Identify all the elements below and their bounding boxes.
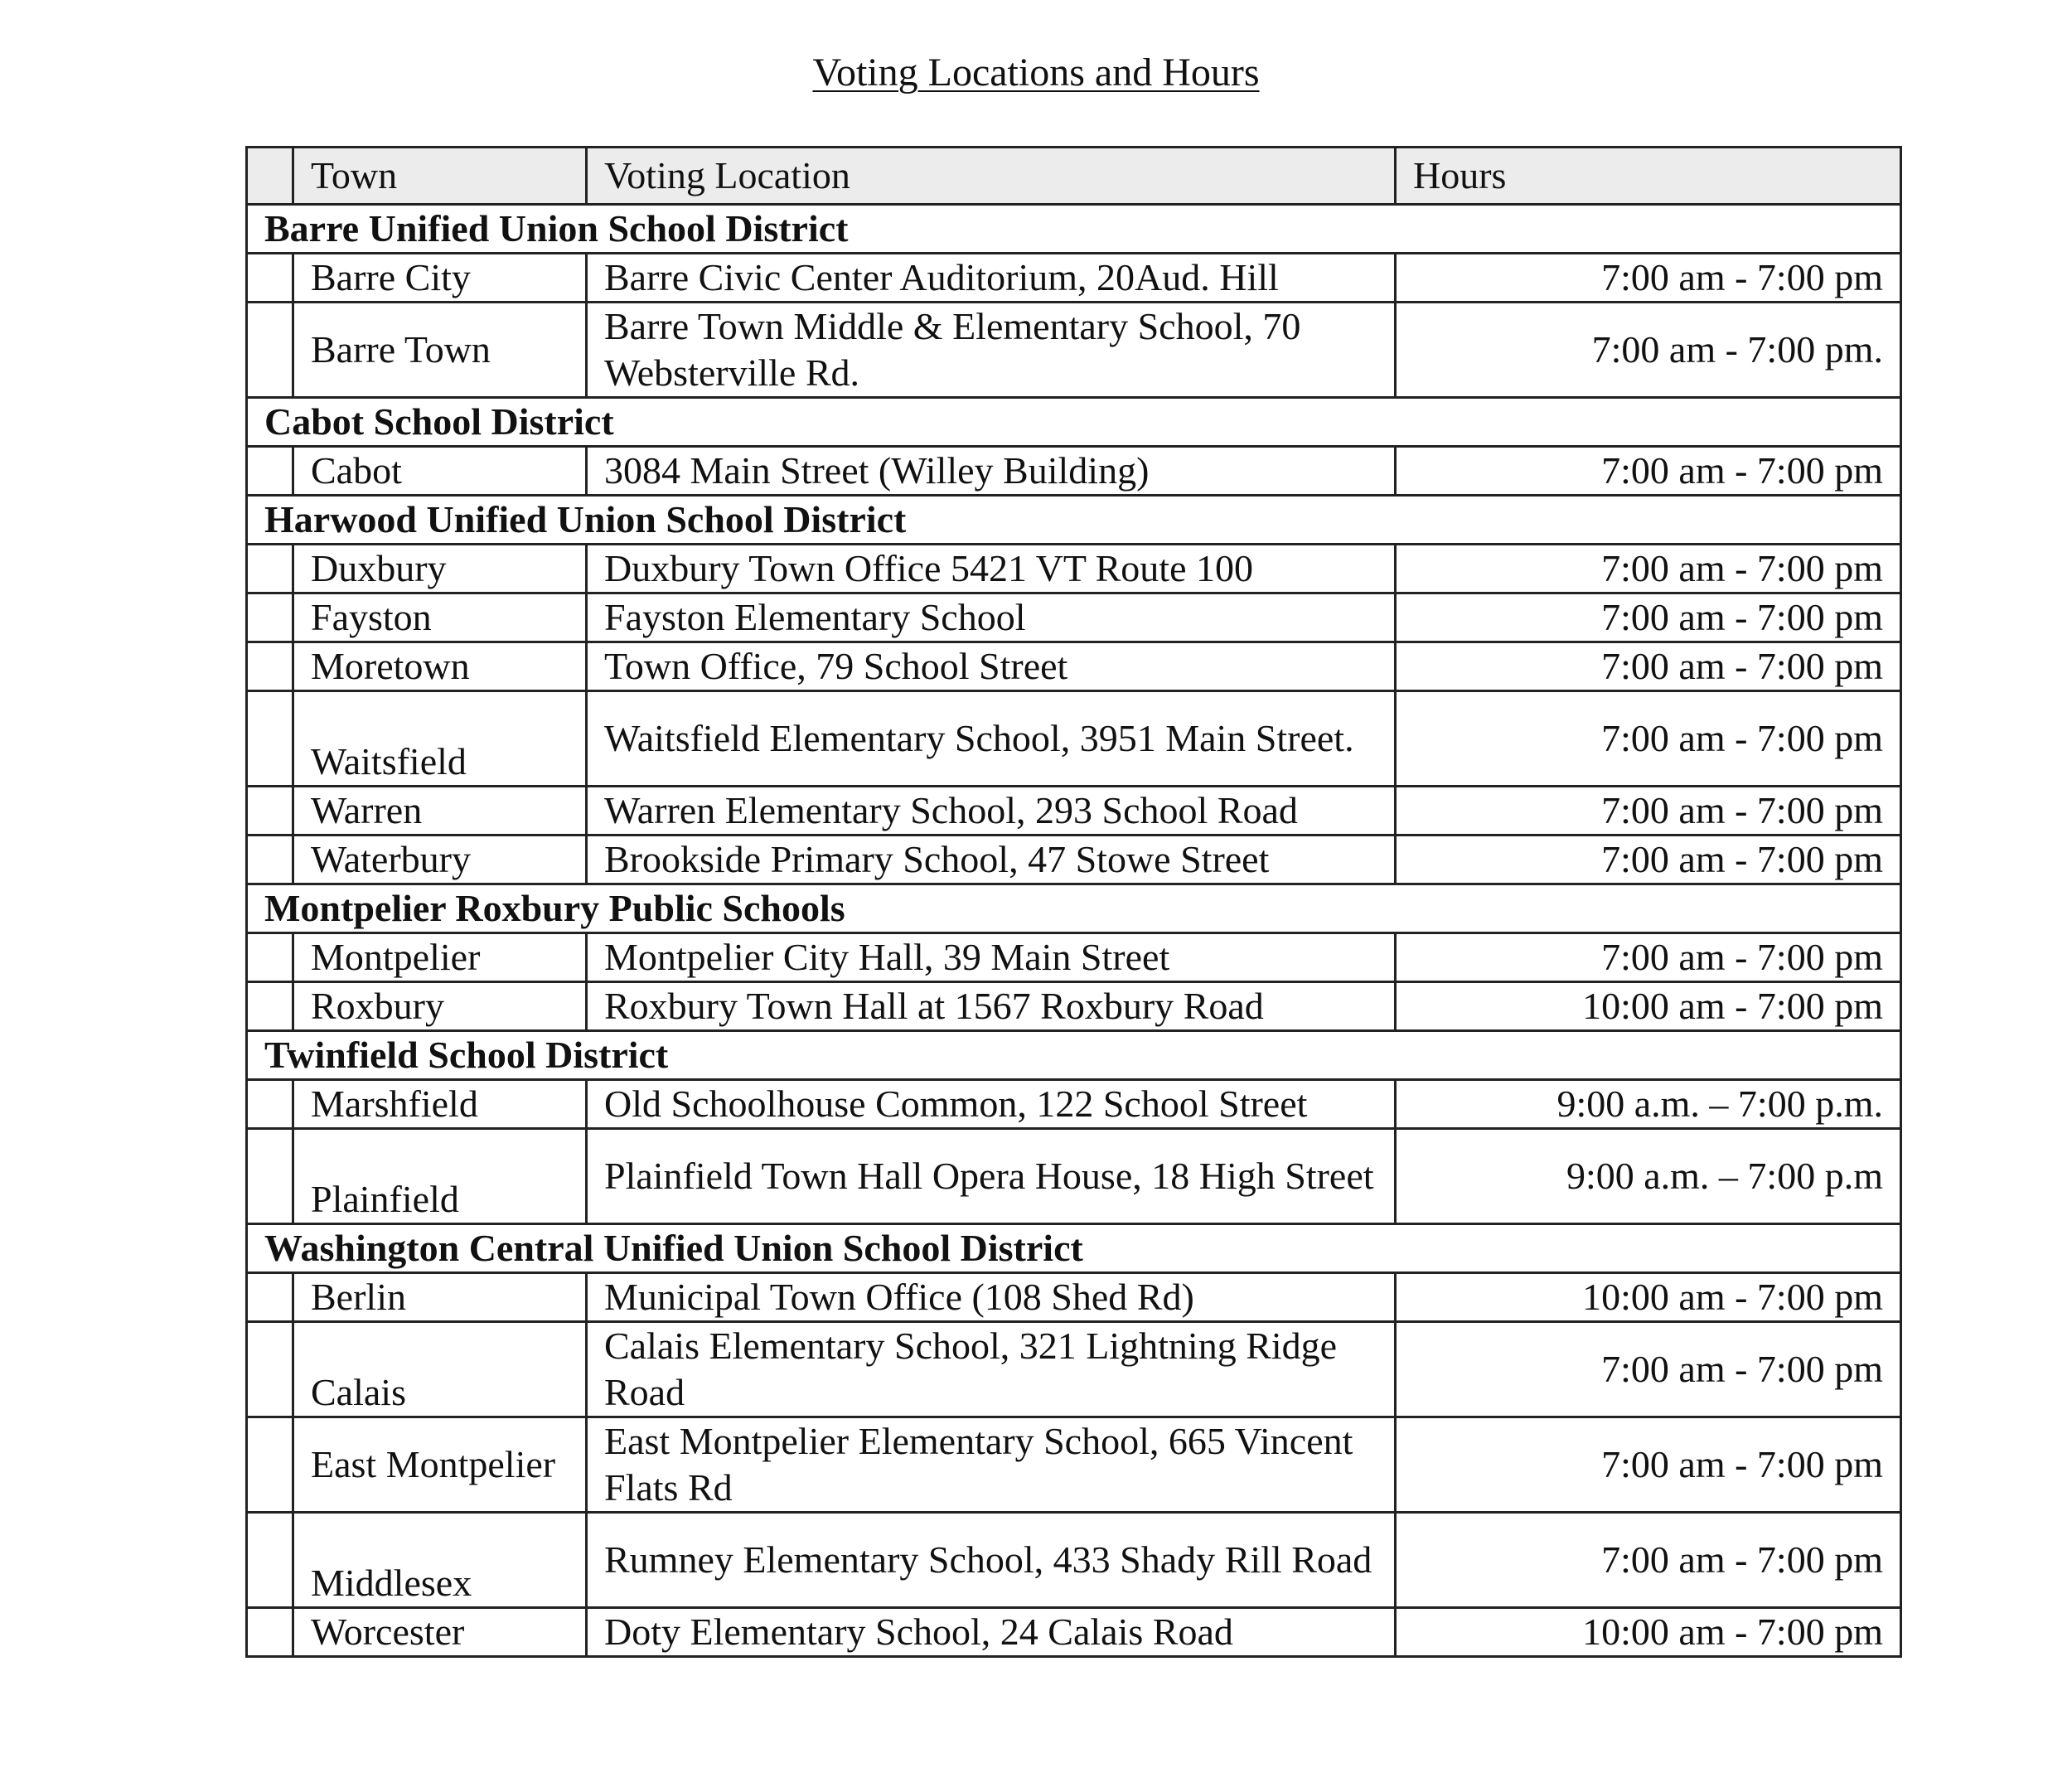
table-row (247, 254, 1901, 303)
town-cell: Barre Town (293, 303, 587, 398)
town-cell: Duxbury (293, 545, 587, 593)
table-row (247, 447, 1901, 496)
hours-cell: 7:00 am - 7:00 pm (1396, 787, 1901, 836)
district-row (247, 1031, 1901, 1080)
table-row (247, 1322, 1901, 1417)
table-row (247, 593, 1901, 642)
voting-location-cell: Plainfield Town Hall Opera House, 18 High Street (587, 1129, 1396, 1224)
hours-cell: 7:00 am - 7:00 pm (1396, 545, 1901, 593)
header-hours: Hours (1396, 148, 1901, 205)
district-row (247, 398, 1901, 447)
blank-cell (247, 982, 293, 1031)
blank-cell (247, 1080, 293, 1129)
voting-location-cell: Roxbury Town Hall at 1567 Roxbury Road (587, 982, 1396, 1031)
hours-cell: 9:00 a.m. – 7:00 p.m (1396, 1129, 1901, 1224)
town-cell: Barre City (293, 254, 587, 303)
blank-cell (247, 1417, 293, 1513)
table-row (247, 1513, 1901, 1608)
voting-location-cell: Brookside Primary School, 47 Stowe Street (587, 836, 1396, 884)
blank-cell (247, 1513, 293, 1608)
table-row (247, 836, 1901, 884)
hours-cell: 7:00 am - 7:00 pm (1396, 836, 1901, 884)
header-voting-location: Voting Location (587, 148, 1396, 205)
voting-location-cell: Old Schoolhouse Common, 122 School Street (587, 1080, 1396, 1129)
town-cell: Marshfield (293, 1080, 587, 1129)
district-name: Cabot School District (247, 398, 1901, 447)
voting-location-cell: Calais Elementary School, 321 Lightning Ridge Road (587, 1322, 1396, 1417)
voting-location-cell: Barre Civic Center Auditorium, 20Aud. Hill (587, 254, 1396, 303)
table-row (247, 1417, 1901, 1513)
hours-cell: 7:00 am - 7:00 pm (1396, 933, 1901, 982)
table-row (247, 787, 1901, 836)
hours-cell: 10:00 am - 7:00 pm (1396, 1608, 1901, 1657)
voting-location-cell: Waitsfield Elementary School, 3951 Main Street. (587, 691, 1396, 787)
blank-cell (247, 691, 293, 787)
town-cell: Plainfield (293, 1129, 587, 1224)
town-cell: East Montpelier (293, 1417, 587, 1513)
blank-cell (247, 303, 293, 398)
voting-location-cell: Municipal Town Office (108 Shed Rd) (587, 1273, 1396, 1322)
blank-cell (247, 1608, 293, 1657)
town-cell: Waitsfield (293, 691, 587, 787)
blank-cell (247, 1129, 293, 1224)
table-row (247, 545, 1901, 593)
voting-location-cell: East Montpelier Elementary School, 665 Vincent Flats Rd (587, 1417, 1396, 1513)
voting-location-cell: Duxbury Town Office 5421 VT Route 100 (587, 545, 1396, 593)
hours-cell: 7:00 am - 7:00 pm. (1396, 303, 1901, 398)
blank-cell (247, 787, 293, 836)
voting-location-cell: Fayston Elementary School (587, 593, 1396, 642)
page-title: Voting Locations and Hours (812, 51, 1260, 94)
district-name: Harwood Unified Union School District (247, 496, 1901, 545)
table-row (247, 1129, 1901, 1224)
header-town: Town (293, 148, 587, 205)
district-name: Washington Central Unified Union School District (247, 1224, 1901, 1273)
voting-location-cell: Rumney Elementary School, 433 Shady Rill Road (587, 1513, 1396, 1608)
hours-cell: 7:00 am - 7:00 pm (1396, 1513, 1901, 1608)
town-cell: Berlin (293, 1273, 587, 1322)
district-row (247, 884, 1901, 933)
hours-cell: 7:00 am - 7:00 pm (1396, 254, 1901, 303)
district-name: Montpelier Roxbury Public Schools (247, 884, 1901, 933)
blank-cell (247, 642, 293, 691)
blank-cell (247, 1322, 293, 1417)
blank-cell (247, 593, 293, 642)
voting-location-cell: Town Office, 79 School Street (587, 642, 1396, 691)
blank-cell (247, 447, 293, 496)
town-cell: Warren (293, 787, 587, 836)
town-cell: Fayston (293, 593, 587, 642)
district-row (247, 205, 1901, 254)
blank-cell (247, 836, 293, 884)
town-cell: Middlesex (293, 1513, 587, 1608)
town-cell: Cabot (293, 447, 587, 496)
voting-location-cell: Barre Town Middle & Elementary School, 70 Websterville Rd. (587, 303, 1396, 398)
hours-cell: 7:00 am - 7:00 pm (1396, 642, 1901, 691)
town-cell: Roxbury (293, 982, 587, 1031)
town-cell: Worcester (293, 1608, 587, 1657)
voting-locations-table (245, 146, 1902, 1658)
hours-cell: 9:00 a.m. – 7:00 p.m. (1396, 1080, 1901, 1129)
table-row (247, 1080, 1901, 1129)
blank-cell (247, 545, 293, 593)
voting-location-cell: Warren Elementary School, 293 School Road (587, 787, 1396, 836)
town-cell: Calais (293, 1322, 587, 1417)
table-row (247, 691, 1901, 787)
header-blank-cell (247, 148, 293, 205)
table-row (247, 1273, 1901, 1322)
table-row (247, 303, 1901, 398)
voting-location-cell: Montpelier City Hall, 39 Main Street (587, 933, 1396, 982)
district-name: Barre Unified Union School District (247, 205, 1901, 254)
voting-location-cell: Doty Elementary School, 24 Calais Road (587, 1608, 1396, 1657)
town-cell: Montpelier (293, 933, 587, 982)
hours-cell: 7:00 am - 7:00 pm (1396, 447, 1901, 496)
town-cell: Waterbury (293, 836, 587, 884)
blank-cell (247, 1273, 293, 1322)
hours-cell: 10:00 am - 7:00 pm (1396, 1273, 1901, 1322)
table-row (247, 1608, 1901, 1657)
district-row (247, 1224, 1901, 1273)
hours-cell: 7:00 am - 7:00 pm (1396, 691, 1901, 787)
blank-cell (247, 933, 293, 982)
hours-cell: 10:00 am - 7:00 pm (1396, 982, 1901, 1031)
hours-cell: 7:00 am - 7:00 pm (1396, 593, 1901, 642)
voting-location-cell: 3084 Main Street (Willey Building) (587, 447, 1396, 496)
blank-cell (247, 254, 293, 303)
district-name: Twinfield School District (247, 1031, 1901, 1080)
hours-cell: 7:00 am - 7:00 pm (1396, 1417, 1901, 1513)
table-row (247, 982, 1901, 1031)
table-body (247, 205, 1901, 1657)
town-cell: Moretown (293, 642, 587, 691)
table-row (247, 642, 1901, 691)
table-header-row (247, 148, 1901, 205)
table-row (247, 933, 1901, 982)
hours-cell: 7:00 am - 7:00 pm (1396, 1322, 1901, 1417)
district-row (247, 496, 1901, 545)
